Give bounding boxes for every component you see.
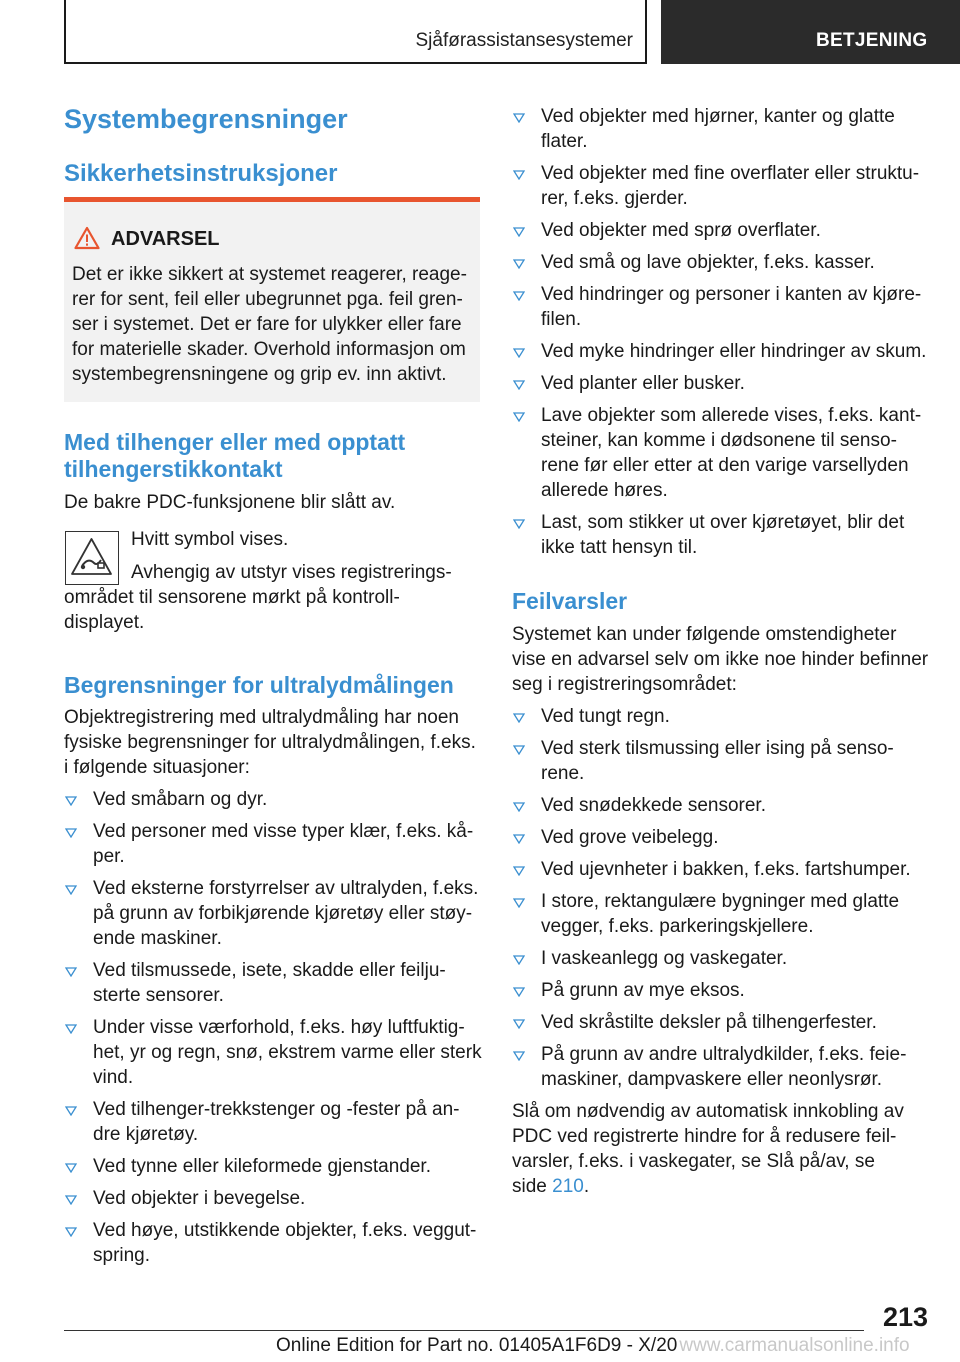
triangle-bullet-icon [513, 291, 525, 301]
triangle-bullet-icon [65, 828, 77, 838]
list-item: Ved objekter i bevegelse. [64, 1186, 484, 1211]
page-link-210[interactable]: 210 [552, 1176, 584, 1197]
list-item: På grunn av mye eksos. [512, 978, 932, 1003]
list-item: Ved objekter med sprø overflater. [512, 218, 932, 243]
heading-trailer: Med tilhenger eller med opptatt tilhengerstikkontakt [64, 429, 406, 482]
warning-triangle-icon [74, 226, 100, 250]
triangle-bullet-icon [513, 987, 525, 997]
triangle-bullet-icon [513, 1019, 525, 1029]
ultrasonic-text: Objektregistrering med ultralydmåling har noen fysiske begrensninger for ultralydmålingen, f.eks. i følgende situasjoner: [64, 707, 476, 778]
list-item: Ved skråstilte deksler på tilhengerfester. [512, 1010, 932, 1035]
triangle-bullet-icon [513, 802, 525, 812]
list-item: Ved planter eller busker. [512, 371, 932, 396]
list-item: Lave objekter som allerede vises, f.eks. kant-steiner, kan komme i dødsonene til senso-rene før eller etter at den varige varsellyden allerede høres. [512, 403, 932, 503]
list-item: I store, rektangulære bygninger med glatte vegger, f.eks. parkeringskjellere. [512, 889, 932, 939]
triangle-bullet-icon [513, 412, 525, 422]
list-item: Under visse værforhold, f.eks. høy luftfuktig-het, yr og regn, snø, ekstrem varme eller sterk vind. [64, 1015, 484, 1090]
list-item: På grunn av andre ultralydkilder, f.eks. feie-maskiner, dampvaskere eller neonlysrør. [512, 1042, 932, 1092]
list-item: Ved tynne eller kileformede gjenstander. [64, 1154, 484, 1179]
warning-box [64, 197, 480, 402]
footer-divider [64, 1330, 864, 1331]
list-item: Ved objekter med hjørner, kanter og glatte flater. [512, 104, 932, 154]
triangle-bullet-icon [513, 866, 525, 876]
triangle-bullet-icon [65, 1106, 77, 1116]
fault-text: Systemet kan under følgende omstendigheter vise en advarsel selv om ikke noe hinder befinner seg i registreringsområdet: [512, 624, 929, 695]
list-item: Ved tungt regn. [512, 704, 932, 729]
list-item: Ved tilsmussede, isete, skadde eller feilju-sterte sensorer. [64, 958, 484, 1008]
page-number: 213 [882, 1302, 928, 1332]
ultrasonic-list [64, 787, 484, 1268]
triangle-bullet-icon [513, 227, 525, 237]
triangle-bullet-icon [65, 796, 77, 806]
list-item: Ved høye, utstikkende objekter, f.eks. veggut-spring. [64, 1218, 484, 1268]
list-item: Ved ujevnheter i bakken, f.eks. fartshumper. [512, 857, 932, 882]
triangle-bullet-icon [513, 170, 525, 180]
list-item: Ved personer med visse typer klær, f.eks. kå-per. [64, 819, 484, 869]
list-item: Ved myke hindringer eller hindringer av skum. [512, 339, 932, 364]
heading-ultrasonic: Begrensninger for ultralydmålingen [64, 672, 454, 698]
list-item: Ved grove veibelegg. [512, 825, 932, 850]
symbol-line-2: Avhengig av utstyr vises registrerings-området til sensorene mørkt på kontroll-displayet. [64, 562, 452, 633]
triangle-bullet-icon [513, 348, 525, 358]
list-item: Ved snødekkede sensorer. [512, 793, 932, 818]
list-item: Last, som stikker ut over kjøretøyet, blir det ikke tatt hensyn til. [512, 510, 932, 560]
warning-text: Det er ikke sikkert at systemet reagerer, reage-rer for sent, feil eller ubegrunnet pga. feil gren-ser i systemet. Det er fare for ulykker eller fare for materielle skader. Overhold informasjon om systembegrensningene og grip ev. inn aktivt. [72, 264, 467, 385]
list-item: I vaskeanlegg og vaskegater. [512, 946, 932, 971]
triangle-bullet-icon [513, 519, 525, 529]
triangle-bullet-icon [513, 745, 525, 755]
symbol-line-1: Hvitt symbol vises. [131, 529, 289, 550]
list-item: Ved objekter med fine overflater eller struktu-rer, f.eks. gjerder. [512, 161, 932, 211]
triangle-bullet-icon [513, 955, 525, 965]
trailer-text: De bakre PDC-funksjonene blir slått av. [64, 492, 396, 513]
page-title: Systembegrensninger [64, 104, 348, 134]
header-chapter-label: BETJENING [816, 30, 928, 51]
triangle-bullet-icon [513, 113, 525, 123]
triangle-bullet-icon [65, 1227, 77, 1237]
subtitle-safety: Sikkerhetsinstruksjoner [64, 160, 338, 187]
triangle-bullet-icon [513, 898, 525, 908]
triangle-bullet-icon [513, 1051, 525, 1061]
triangle-bullet-icon [513, 834, 525, 844]
objects-list [512, 104, 932, 560]
footer-watermark: www.carmanualsonline.info [679, 1335, 910, 1356]
triangle-bullet-icon [65, 1195, 77, 1205]
closing-text: Slå om nødvendig av automatisk innkobling av PDC ved registrerte hindre for å redusere feil-varsler, f.eks. i vaskegater, se Slå på/av, se side 210. [512, 1101, 904, 1197]
triangle-bullet-icon [513, 380, 525, 390]
list-item: Ved sterk tilsmussing eller ising på senso-rene. [512, 736, 932, 786]
warning-label: ADVARSEL [111, 228, 220, 250]
triangle-bullet-icon [65, 1163, 77, 1173]
list-item: Ved tilhenger-trekkstenger og -fester på an-dre kjøretøy. [64, 1097, 484, 1147]
triangle-bullet-icon [65, 885, 77, 895]
header-section-title: Sjåførassistansesystemer [415, 30, 633, 51]
heading-fault-warnings: Feilvarsler [512, 588, 628, 614]
header-chapter-tab [661, 0, 960, 64]
list-item: Ved småbarn og dyr. [64, 787, 484, 812]
header-section-box [64, 0, 647, 64]
footer-edition: Online Edition for Part no. 01405A1F6D9 - X/20 www.carmanualsonline.info [276, 1335, 910, 1356]
list-item: Ved små og lave objekter, f.eks. kasser. [512, 250, 932, 275]
triangle-bullet-icon [65, 1024, 77, 1034]
list-item: Ved hindringer og personer i kanten av kjøre-filen. [512, 282, 932, 332]
triangle-bullet-icon [65, 967, 77, 977]
fault-list [512, 704, 932, 1092]
triangle-bullet-icon [513, 259, 525, 269]
list-item: Ved eksterne forstyrrelser av ultralyden, f.eks. på grunn av forbikjørende kjøretøy eller støy-ende maskiner. [64, 876, 484, 951]
triangle-bullet-icon [513, 713, 525, 723]
